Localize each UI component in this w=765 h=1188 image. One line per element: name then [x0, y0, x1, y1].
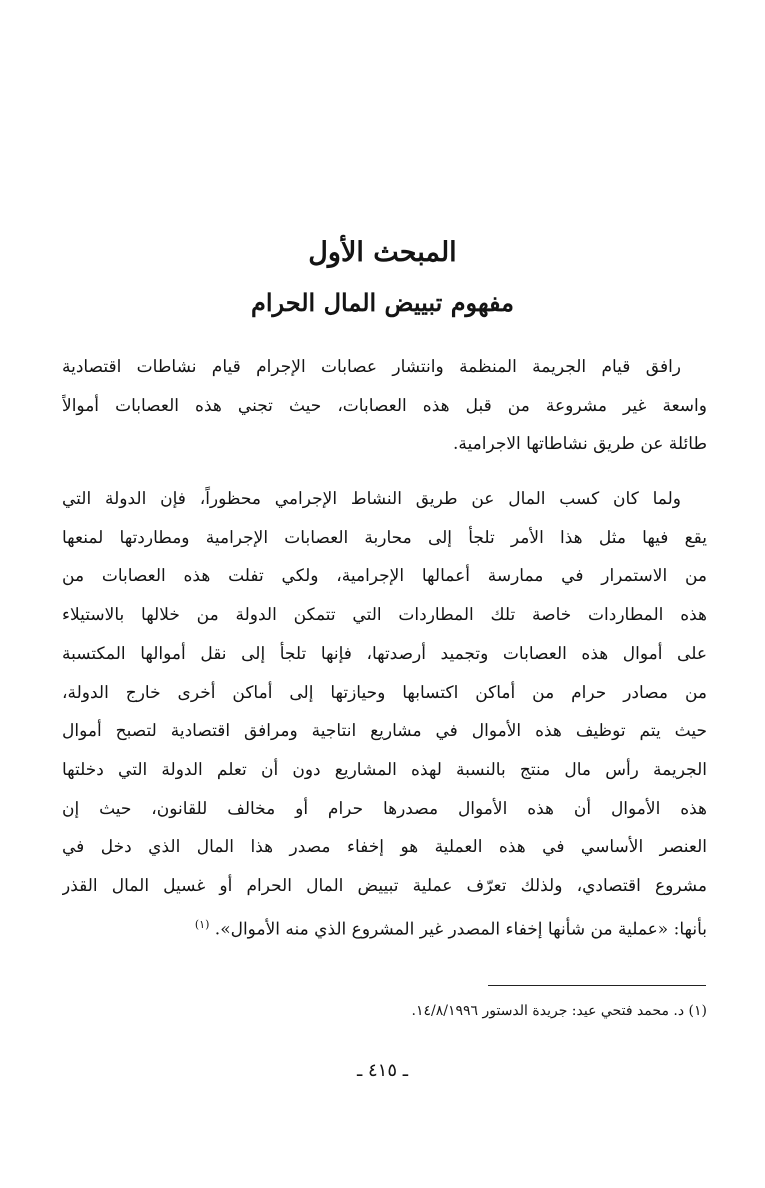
- paragraph-line: واسعة غير مشروعة من قبل هذه العصابات، حيث تجني هذه العصابات أموالاً: [62, 395, 707, 416]
- paragraph-2: [62, 480, 707, 949]
- paragraph-line: طائلة عن طريق نشاطاتها الاجرامية.: [452, 434, 707, 455]
- paragraph-line: الجريمة رأس مال منتج بالنسبة لهذه المشاريع دون أن تعلم الدولة التي دخلتها: [62, 759, 707, 780]
- paragraph-line: حيث يتم توظيف هذه الأموال في مشاريع انتاجية ومرافق اقتصادية لتصبح أموال: [62, 721, 707, 742]
- chapter-title: المبحث الأول: [308, 237, 457, 268]
- paragraph-line: هذه المطاردات خاصة تلك المطاردات التي تتمكن الدولة من خلالها بالاستيلاء: [62, 605, 707, 626]
- footnote-divider: [488, 985, 706, 986]
- paragraph-line: العنصر الأساسي في هذه العملية هو إخفاء مصدر هذا المال الذي دخل في: [62, 837, 707, 858]
- paragraph-line: ولما كان كسب المال عن طريق النشاط الإجرامي محظوراً، فإن الدولة التي: [62, 489, 681, 509]
- paragraph-1: [62, 348, 707, 464]
- paragraph-line: من الاستمرار في ممارسة أعمالها الإجرامية، ولكي تفلت هذه العصابات من: [62, 566, 707, 587]
- paragraph-line: يقع فيها مثل هذا الأمر تلجأ إلى محاربة العصابات الإجرامية ومطاردتها لمنعها: [62, 527, 707, 548]
- page-number: ـ ٤١٥ ـ: [356, 1060, 408, 1081]
- section-title: مفهوم تبييض المال الحرام: [250, 288, 515, 317]
- footnote: (١) د. محمد فتحي عيد: جريدة الدستور ١٤/٨/١٩٩٦.: [411, 1003, 707, 1019]
- footnote-reference[interactable]: (١): [194, 917, 210, 931]
- paragraph-line: على أموال هذه العصابات وتجميد أرصدتها، فإنها تلجأ إلى نقل أموالها المكتسبة: [62, 643, 707, 664]
- paragraph-line: مشروع اقتصادي، ولذلك تعرّف عملية تبييض المال الحرام أو غسيل المال القذر: [62, 876, 707, 897]
- paragraph-line: رافق قيام الجريمة المنظمة وانتشار عصابات الإجرام قيام نشاطات اقتصادية: [62, 357, 681, 377]
- paragraph-line: من مصادر حرام من أماكن اكتسابها وحيازتها إلى أماكن أخرى خارج الدولة،: [62, 682, 707, 703]
- paragraph-last-line: [62, 906, 707, 949]
- paragraph-line-text: بأنها: «عملية من شأنها إخفاء المصدر غير المشروع الذي منه الأموال».: [214, 919, 707, 940]
- paragraph-line: هذه الأموال أن هذه الأموال مصدرها حرام أو مخالف للقانون، حيث إن: [62, 798, 707, 819]
